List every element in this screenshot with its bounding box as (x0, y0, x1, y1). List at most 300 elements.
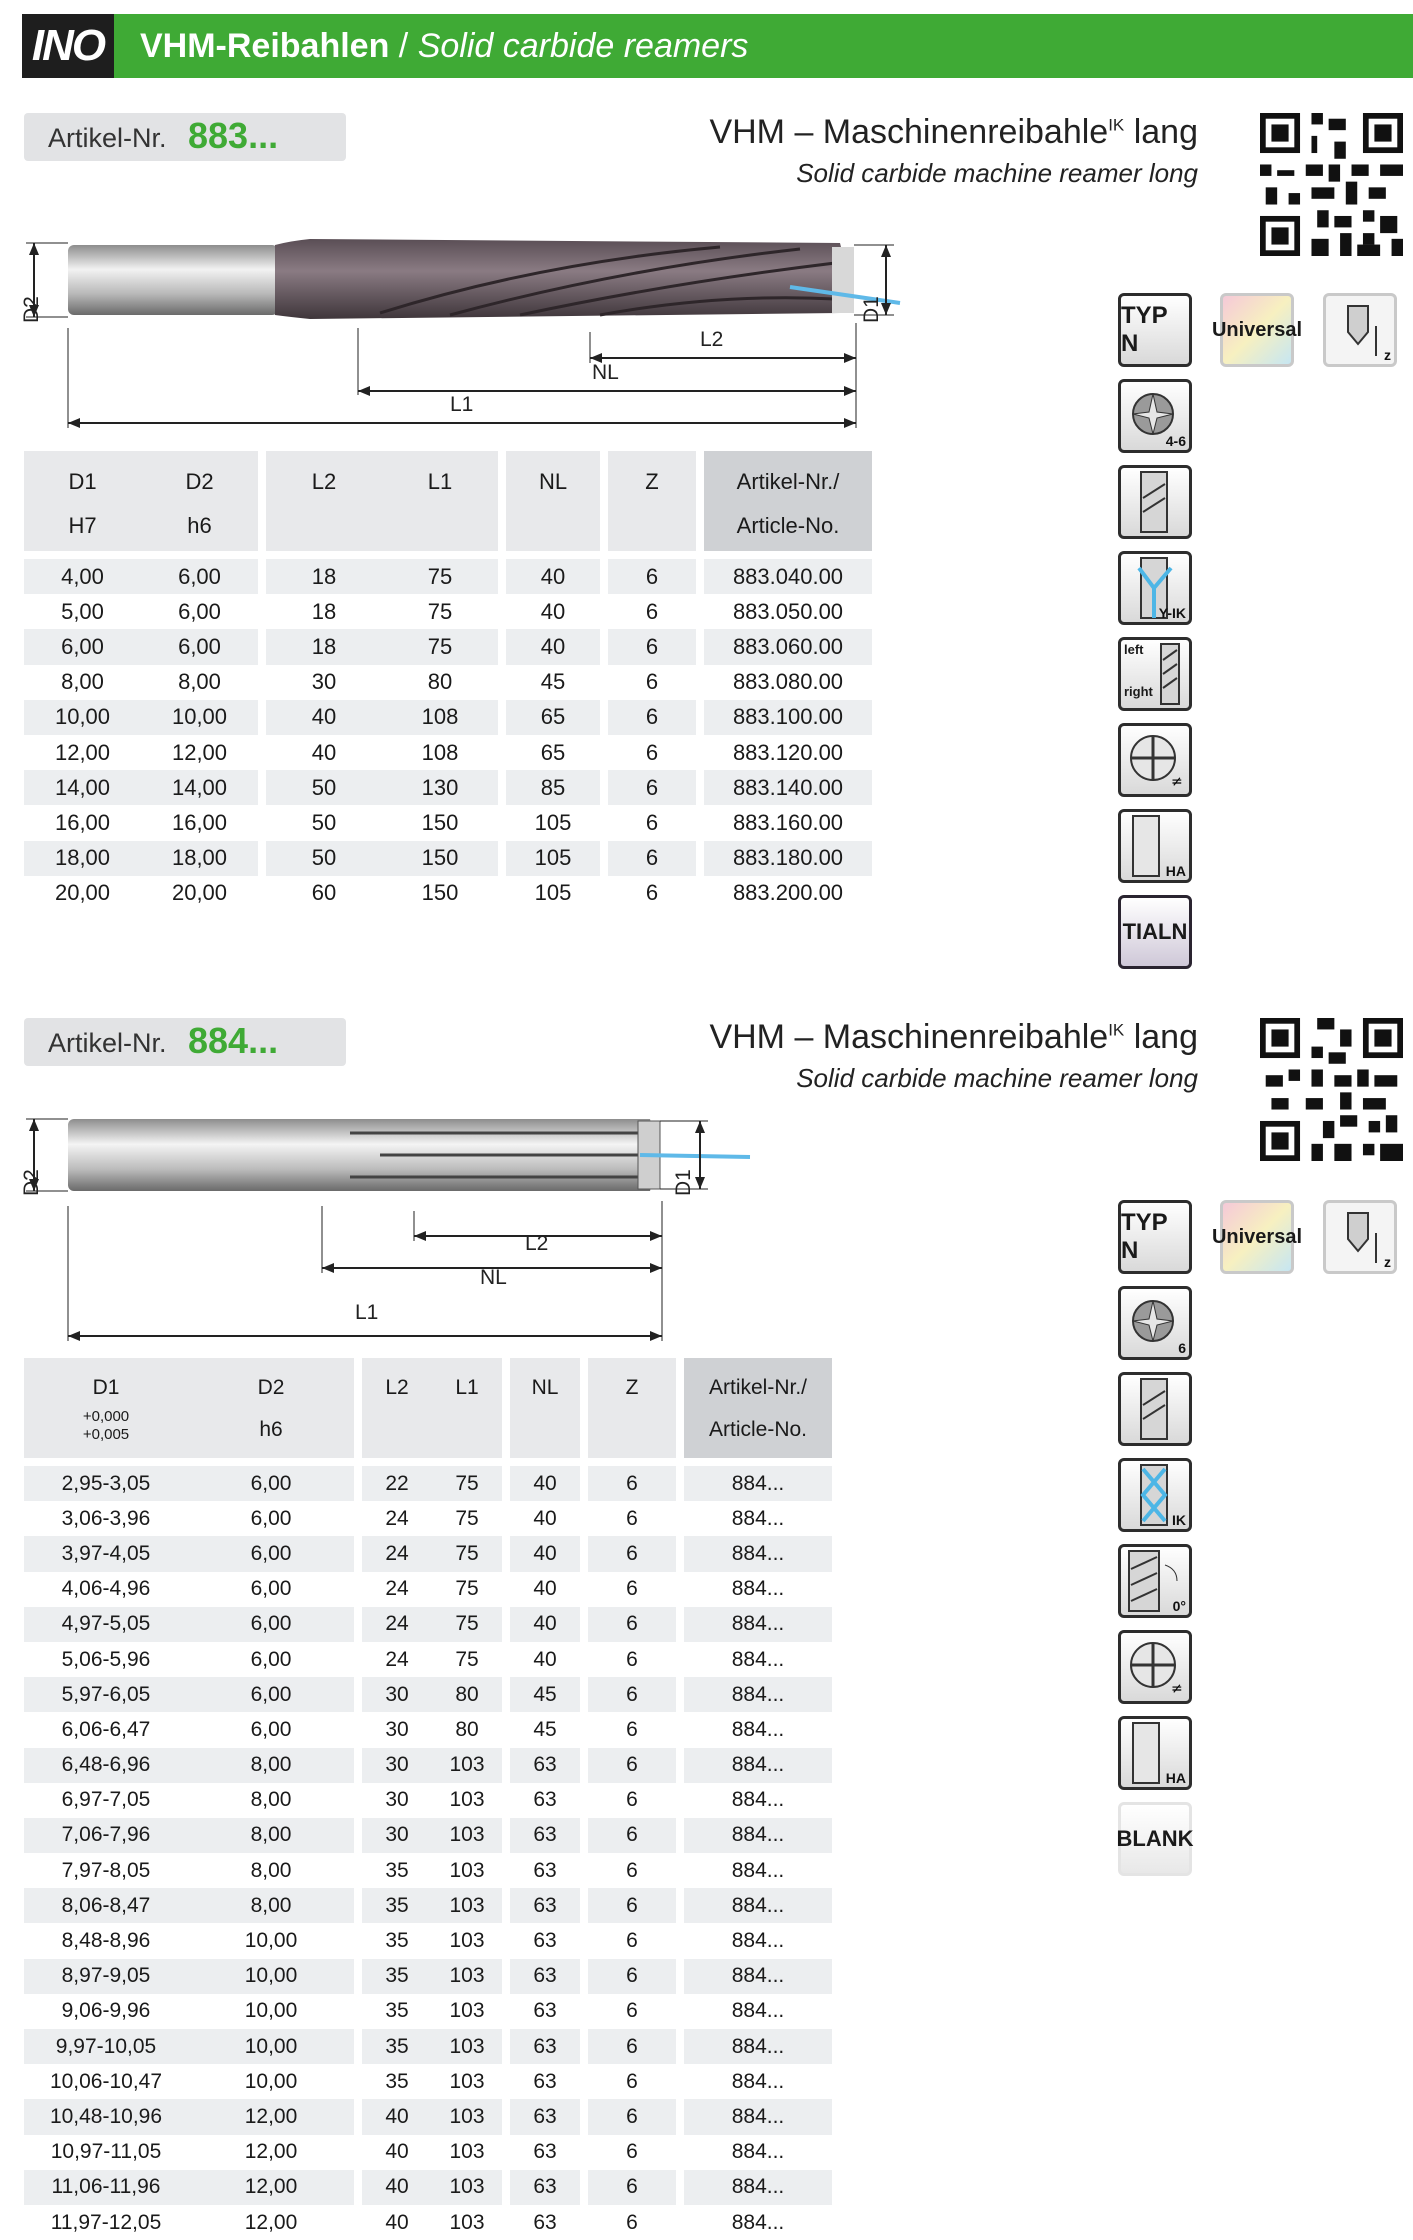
header-title (140, 14, 748, 78)
svg-text:≠: ≠ (1171, 1681, 1183, 1697)
header-title-separator: / (389, 27, 418, 65)
col-header-d2-sub: h6 (187, 513, 212, 538)
z-cell: 6 (645, 598, 659, 624)
nl-cell: 65 (506, 700, 600, 735)
table-row (24, 2099, 832, 2134)
col-header-nl: NL (506, 451, 600, 551)
d1-cell: 6,48-6,96 (24, 1748, 188, 1783)
table-row (24, 2135, 832, 2170)
l2-cell: 22 (362, 1466, 432, 1501)
table-row (24, 629, 872, 664)
product-section-884 (0, 1018, 1413, 2234)
d1-cell: 5,97-6,05 (24, 1677, 188, 1712)
col-header-article (684, 1358, 832, 1458)
table-row (24, 1712, 832, 1747)
nl-cell: 63 (533, 2140, 557, 2164)
product-title-end: lang (1124, 1018, 1198, 1056)
d1-cell: 11,06-11,96 (24, 2170, 188, 2205)
d2-cell: 6,00 (188, 1536, 354, 1571)
z-cell: 6 (608, 841, 696, 876)
d2-cell: 6,00 (250, 1506, 292, 1530)
l1-cell: 130 (382, 770, 498, 805)
l1-cell: 103 (449, 1858, 485, 1882)
l1-cell: 103 (432, 2099, 502, 2134)
d2-cell: 10,00 (244, 1999, 298, 2023)
l2-cell: 24 (385, 1577, 409, 1601)
l2-cell: 30 (362, 1748, 432, 1783)
l1-cell: 103 (449, 1929, 485, 1953)
l2-cell: 18 (311, 598, 337, 624)
z-cell: 6 (608, 559, 696, 594)
article-cell: 884... (731, 1929, 785, 1953)
z-cell: 6 (588, 1888, 676, 1923)
product-title (709, 113, 1198, 152)
l2-cell: 18 (266, 559, 382, 594)
nl-cell: 65 (540, 739, 566, 765)
article-cell: 884... (684, 1466, 832, 1501)
reamer-drawing (20, 1111, 760, 1343)
nl-cell: 105 (534, 880, 572, 906)
straight-flute-angle-icon (1118, 1544, 1192, 1618)
article-cell: 883.120.00 (732, 739, 844, 765)
l2-cell: 40 (311, 739, 337, 765)
table-row (24, 1466, 832, 1501)
col-header-z: Z (608, 451, 696, 551)
article-cell: 883.180.00 (704, 841, 872, 876)
col-header-d1 (24, 451, 141, 551)
unequal-spacing-icon (1118, 723, 1192, 797)
l2-cell: 35 (362, 2029, 432, 2064)
nl-cell: 40 (506, 629, 600, 664)
article-cell: 883.060.00 (704, 629, 872, 664)
header-title-en: Solid carbide reamers (417, 27, 749, 65)
article-cell: 883.050.00 (732, 598, 844, 624)
z-cell: 6 (588, 1536, 676, 1571)
d2-cell: 18,00 (141, 841, 258, 876)
typ-n-text: TYP N (1121, 1209, 1168, 1264)
l2-cell: 40 (385, 2210, 409, 2234)
qr-code[interactable] (1260, 1018, 1403, 1161)
coating-icon (1118, 1802, 1192, 1876)
z-cell: 6 (645, 809, 659, 835)
d2-cell: 6,00 (188, 1466, 354, 1501)
table-row (24, 1501, 832, 1536)
d2-cell: 10,00 (244, 1929, 298, 1953)
d2-cell: 6,00 (250, 1577, 292, 1601)
flute-angle-text: 0° (1172, 1598, 1186, 1614)
l2-cell: 30 (311, 669, 337, 695)
d2-cell: 6,00 (188, 1677, 354, 1712)
nl-cell: 63 (533, 1999, 557, 2023)
cutting-teeth-icon (1118, 379, 1192, 453)
dim-d1: D1 (860, 296, 883, 323)
z-axis-text: z (1384, 1254, 1391, 1270)
product-title-text: VHM – Maschinenreibahle (709, 113, 1109, 151)
z-axis-icon (1323, 293, 1397, 367)
l1-cell: 75 (455, 1577, 479, 1601)
z-cell: 6 (626, 2069, 638, 2093)
d1-cell: 11,97-12,05 (50, 2210, 162, 2234)
nl-cell: 63 (533, 2210, 557, 2234)
d2-cell: 6,00 (250, 1717, 292, 1741)
z-cell: 6 (588, 1607, 676, 1642)
nl-cell: 45 (510, 1677, 580, 1712)
table-row (24, 735, 872, 770)
article-cell: 884... (684, 1536, 832, 1571)
d1-cell: 4,00 (24, 559, 141, 594)
z-cell: 6 (626, 1788, 638, 1812)
l2-cell: 30 (385, 1717, 409, 1741)
d1-cell: 7,06-7,96 (24, 1818, 188, 1853)
article-label: Artikel-Nr. (48, 1028, 167, 1058)
col-header-l1: L1 (382, 451, 498, 551)
col-header-l1: L1 (432, 1358, 502, 1458)
article-cell: 884... (684, 1888, 832, 1923)
l1-cell: 103 (432, 1959, 502, 1994)
dim-d2: D2 (20, 296, 43, 323)
d2-cell: 12,00 (188, 2099, 354, 2134)
l1-cell: 75 (432, 1466, 502, 1501)
nl-cell: 45 (533, 1717, 557, 1741)
z-cell: 6 (588, 2029, 676, 2064)
d2-cell: 8,00 (250, 1858, 292, 1882)
header-title-de: VHM-Reibahlen (140, 27, 390, 65)
table-row (24, 559, 872, 594)
z-cell: 6 (588, 1677, 676, 1712)
z-cell: 6 (588, 1959, 676, 1994)
article-cell: 883.100.00 (704, 700, 872, 735)
l1-cell: 75 (382, 559, 498, 594)
shank-ha-text: HA (1165, 863, 1186, 879)
left-right-helix-icon (1118, 637, 1192, 711)
svg-text:≠: ≠ (1171, 774, 1183, 790)
d2-cell: 6,00 (141, 629, 258, 664)
straight-shank-icon (1118, 1372, 1192, 1446)
l1-cell: 108 (421, 739, 459, 765)
dim-nl: NL (480, 1266, 507, 1289)
product-title-end: lang (1124, 113, 1198, 151)
l1-cell: 75 (382, 629, 498, 664)
d1-cell: 14,00 (24, 770, 141, 805)
d1-cell: 8,48-8,96 (61, 1929, 151, 1953)
internal-cooling-text: Y-IK (1158, 605, 1186, 621)
d1-cell: 6,00 (24, 629, 141, 664)
z-cell: 6 (626, 2140, 638, 2164)
col-header-article-label: Artikel-Nr./ (708, 1376, 807, 1399)
table-row (24, 2170, 832, 2205)
table-row (24, 876, 872, 911)
l1-cell: 75 (455, 1506, 479, 1530)
nl-cell: 40 (510, 1536, 580, 1571)
l1-cell: 103 (432, 2170, 502, 2205)
article-cell: 884... (731, 1717, 785, 1741)
d2-cell: 14,00 (141, 770, 258, 805)
typ-n-icon (1118, 293, 1192, 367)
nl-cell: 63 (510, 2029, 580, 2064)
d1-cell: 10,48-10,96 (24, 2099, 188, 2134)
d2-cell: 6,00 (250, 1647, 292, 1671)
z-cell: 6 (626, 2210, 638, 2234)
internal-cooling-icon (1118, 1458, 1192, 1532)
d1-cell: 16,00 (54, 809, 111, 835)
l2-cell: 40 (362, 2099, 432, 2134)
d2-cell: 10,00 (188, 2029, 354, 2064)
nl-cell: 40 (533, 1506, 557, 1530)
nl-cell: 40 (510, 1607, 580, 1642)
nl-cell: 105 (506, 841, 600, 876)
article-cell: 884... (731, 2210, 785, 2234)
article-cell: 883.160.00 (732, 809, 844, 835)
table-row (24, 1853, 832, 1888)
d1-cell: 5,00 (61, 598, 104, 624)
d1-cell: 2,95-3,05 (24, 1466, 188, 1501)
z-cell: 6 (588, 1818, 676, 1853)
left-helix-text: left (1124, 642, 1144, 657)
z-cell: 6 (626, 1858, 638, 1882)
right-helix-text: right (1124, 684, 1153, 699)
l2-cell: 24 (385, 1647, 409, 1671)
product-subtitle: Solid carbide machine reamer long (796, 158, 1198, 188)
article-cell: 883.040.00 (704, 559, 872, 594)
z-cell: 6 (626, 1717, 638, 1741)
nl-cell: 85 (506, 770, 600, 805)
d1-cell: 5,06-5,96 (61, 1647, 151, 1671)
article-cell: 884... (731, 1647, 785, 1671)
l1-cell: 103 (449, 2069, 485, 2093)
article-number: 883... (188, 115, 279, 156)
l1-cell: 103 (432, 2029, 502, 2064)
nl-cell: 63 (510, 1748, 580, 1783)
col-header-d1-tolerance: +0,000 +0,005 (82, 1408, 130, 1443)
col-header-d2 (188, 1358, 354, 1458)
l2-cell: 30 (362, 1677, 432, 1712)
d2-cell: 6,00 (141, 559, 258, 594)
article-cell: 884... (684, 1677, 832, 1712)
table-row (24, 1748, 832, 1783)
article-cell: 884... (684, 1959, 832, 1994)
l2-cell: 30 (362, 1818, 432, 1853)
shank-ha-icon (1118, 1716, 1192, 1790)
z-cell: 6 (608, 700, 696, 735)
universal-text: Universal (1211, 318, 1303, 341)
nl-cell: 40 (510, 1466, 580, 1501)
l2-cell: 40 (385, 2140, 409, 2164)
table-row (24, 594, 872, 629)
nl-cell: 63 (510, 1888, 580, 1923)
table-row (24, 700, 872, 735)
l2-cell: 50 (266, 841, 382, 876)
z-cell: 6 (588, 1466, 676, 1501)
l2-cell: 50 (266, 770, 382, 805)
dim-nl: NL (592, 361, 619, 384)
table-row (24, 2029, 832, 2064)
l2-cell: 18 (266, 629, 382, 664)
d1-cell: 9,06-9,96 (61, 1999, 151, 2023)
table-row (24, 1818, 832, 1853)
article-cell: 884... (684, 2029, 832, 2064)
nl-cell: 63 (533, 1929, 557, 1953)
nl-cell: 63 (510, 2099, 580, 2134)
product-subtitle: Solid carbide machine reamer long (796, 1063, 1198, 1093)
straight-shank-icon (1118, 465, 1192, 539)
article-cell: 883.200.00 (732, 880, 844, 906)
d2-cell: 12,00 (171, 739, 228, 765)
d1-cell: 20,00 (54, 880, 111, 906)
l2-cell: 24 (385, 1506, 409, 1530)
z-cell: 6 (626, 1999, 638, 2023)
z-cell: 6 (645, 669, 659, 695)
col-header-article-sub: Article-No. (708, 1418, 808, 1441)
internal-cooling-text: IK (1172, 1512, 1186, 1528)
qr-code[interactable] (1260, 113, 1403, 256)
d1-cell: 10,97-11,05 (50, 2140, 162, 2164)
coating-text: BLANK (1116, 1826, 1194, 1851)
l1-cell: 80 (432, 1677, 502, 1712)
product-section-883 (0, 113, 1413, 983)
col-header-d1 (24, 1358, 188, 1458)
universal-icon (1211, 293, 1303, 367)
article-cell: 884... (684, 1607, 832, 1642)
z-cell: 6 (588, 2170, 676, 2205)
spec-table-884 (24, 1358, 832, 2240)
table-row (24, 1642, 832, 1677)
l1-cell: 103 (449, 1999, 485, 2023)
dim-l1: L1 (355, 1301, 379, 1324)
d1-cell: 8,97-9,05 (24, 1959, 188, 1994)
l1-cell: 103 (449, 2140, 485, 2164)
z-cell: 6 (626, 1577, 638, 1601)
z-axis-text: z (1384, 347, 1391, 363)
nl-cell: 40 (533, 1577, 557, 1601)
nl-cell: 105 (534, 809, 572, 835)
article-cell: 884... (684, 2170, 832, 2205)
col-header-article-label: Artikel-Nr./ (736, 469, 840, 494)
page-header (22, 14, 1413, 78)
coating-text: TIALN (1122, 919, 1188, 944)
d2-cell: 20,00 (171, 880, 228, 906)
l2-cell: 35 (385, 1929, 409, 1953)
product-title-sup: IK (1108, 1020, 1125, 1040)
nl-cell: 40 (540, 598, 566, 624)
z-cell: 6 (626, 1506, 638, 1530)
article-cell: 884... (684, 1818, 832, 1853)
l1-cell: 103 (449, 1788, 485, 1812)
col-header-article-sub: Article-No. (736, 513, 840, 538)
table-row (24, 1572, 832, 1607)
d2-cell: 12,00 (244, 2210, 298, 2234)
d1-cell: 6,97-7,05 (61, 1788, 151, 1812)
l2-cell: 35 (385, 2069, 409, 2093)
col-header-nl: NL (510, 1358, 580, 1458)
table-row (24, 841, 872, 876)
d1-cell: 12,00 (54, 739, 111, 765)
d1-cell: 3,06-3,96 (61, 1506, 151, 1530)
d1-cell: 3,97-4,05 (24, 1536, 188, 1571)
z-cell: 6 (645, 880, 659, 906)
d2-cell: 8,00 (188, 1748, 354, 1783)
shank-ha-text: HA (1165, 1770, 1186, 1786)
d2-cell: 10,00 (188, 1959, 354, 1994)
table-row (24, 665, 872, 700)
dim-l2: L2 (525, 1232, 549, 1255)
ino-logo: INO (22, 14, 114, 78)
d1-cell: 18,00 (24, 841, 141, 876)
col-header-l2: L2 (266, 451, 382, 551)
article-cell: 883.140.00 (704, 770, 872, 805)
table-row (24, 1888, 832, 1923)
nl-cell: 63 (510, 2170, 580, 2205)
d2-cell: 6,00 (188, 1607, 354, 1642)
article-cell: 884... (731, 2140, 785, 2164)
l1-cell: 150 (421, 809, 459, 835)
l1-cell: 150 (382, 841, 498, 876)
nl-cell: 63 (533, 2069, 557, 2093)
l2-cell: 40 (266, 700, 382, 735)
product-title-text: VHM – Maschinenreibahle (709, 1018, 1109, 1056)
col-header-d1-label: D1 (92, 1376, 120, 1399)
nl-cell: 45 (540, 669, 566, 695)
z-cell: 6 (626, 1647, 638, 1671)
typ-n-text: TYP N (1121, 302, 1168, 357)
internal-cooling-icon (1118, 551, 1192, 625)
d2-cell: 8,00 (178, 669, 221, 695)
nl-cell: 40 (506, 559, 600, 594)
d2-cell: 12,00 (244, 2140, 298, 2164)
l2-cell: 30 (385, 1788, 409, 1812)
product-title (709, 1018, 1198, 1057)
nl-cell: 40 (533, 1647, 557, 1671)
l1-cell: 103 (432, 1818, 502, 1853)
l1-cell: 108 (382, 700, 498, 735)
z-cell: 6 (608, 770, 696, 805)
l2-cell: 35 (362, 1959, 432, 1994)
article-cell: 884... (684, 2099, 832, 2134)
d2-cell: 8,00 (188, 1888, 354, 1923)
article-cell: 884... (684, 1748, 832, 1783)
table-row (24, 1607, 832, 1642)
d2-cell: 10,00 (244, 2069, 298, 2093)
nl-cell: 63 (533, 1788, 557, 1812)
l1-cell: 75 (455, 1647, 479, 1671)
l2-cell: 50 (311, 809, 337, 835)
z-cell: 6 (626, 1929, 638, 1953)
l1-cell: 103 (432, 1888, 502, 1923)
col-header-d2-label: D2 (257, 1376, 285, 1399)
l2-cell: 35 (385, 1858, 409, 1882)
l1-cell: 80 (455, 1717, 479, 1741)
article-number: 884... (188, 1020, 279, 1061)
article-cell: 884... (731, 1506, 785, 1530)
unequal-spacing-icon (1118, 1630, 1192, 1704)
d1-cell: 10,06-10,47 (49, 2069, 163, 2093)
product-title-sup: IK (1108, 115, 1125, 135)
l2-cell: 40 (362, 2170, 432, 2205)
article-label: Artikel-Nr. (48, 123, 167, 153)
table-row (24, 1536, 832, 1571)
d2-cell: 8,00 (250, 1788, 292, 1812)
typ-n-icon (1118, 1200, 1192, 1274)
dim-l1: L1 (450, 393, 474, 416)
shank-ha-icon (1118, 809, 1192, 883)
d1-cell: 7,97-8,05 (61, 1858, 151, 1882)
article-cell: 884... (731, 1788, 785, 1812)
z-cell: 6 (588, 2099, 676, 2134)
l1-cell: 80 (427, 669, 453, 695)
d1-cell: 10,00 (24, 700, 141, 735)
d1-cell: 4,97-5,05 (24, 1607, 188, 1642)
col-header-d2-sub: h6 (259, 1418, 283, 1441)
d1-cell: 9,97-10,05 (24, 2029, 188, 2064)
